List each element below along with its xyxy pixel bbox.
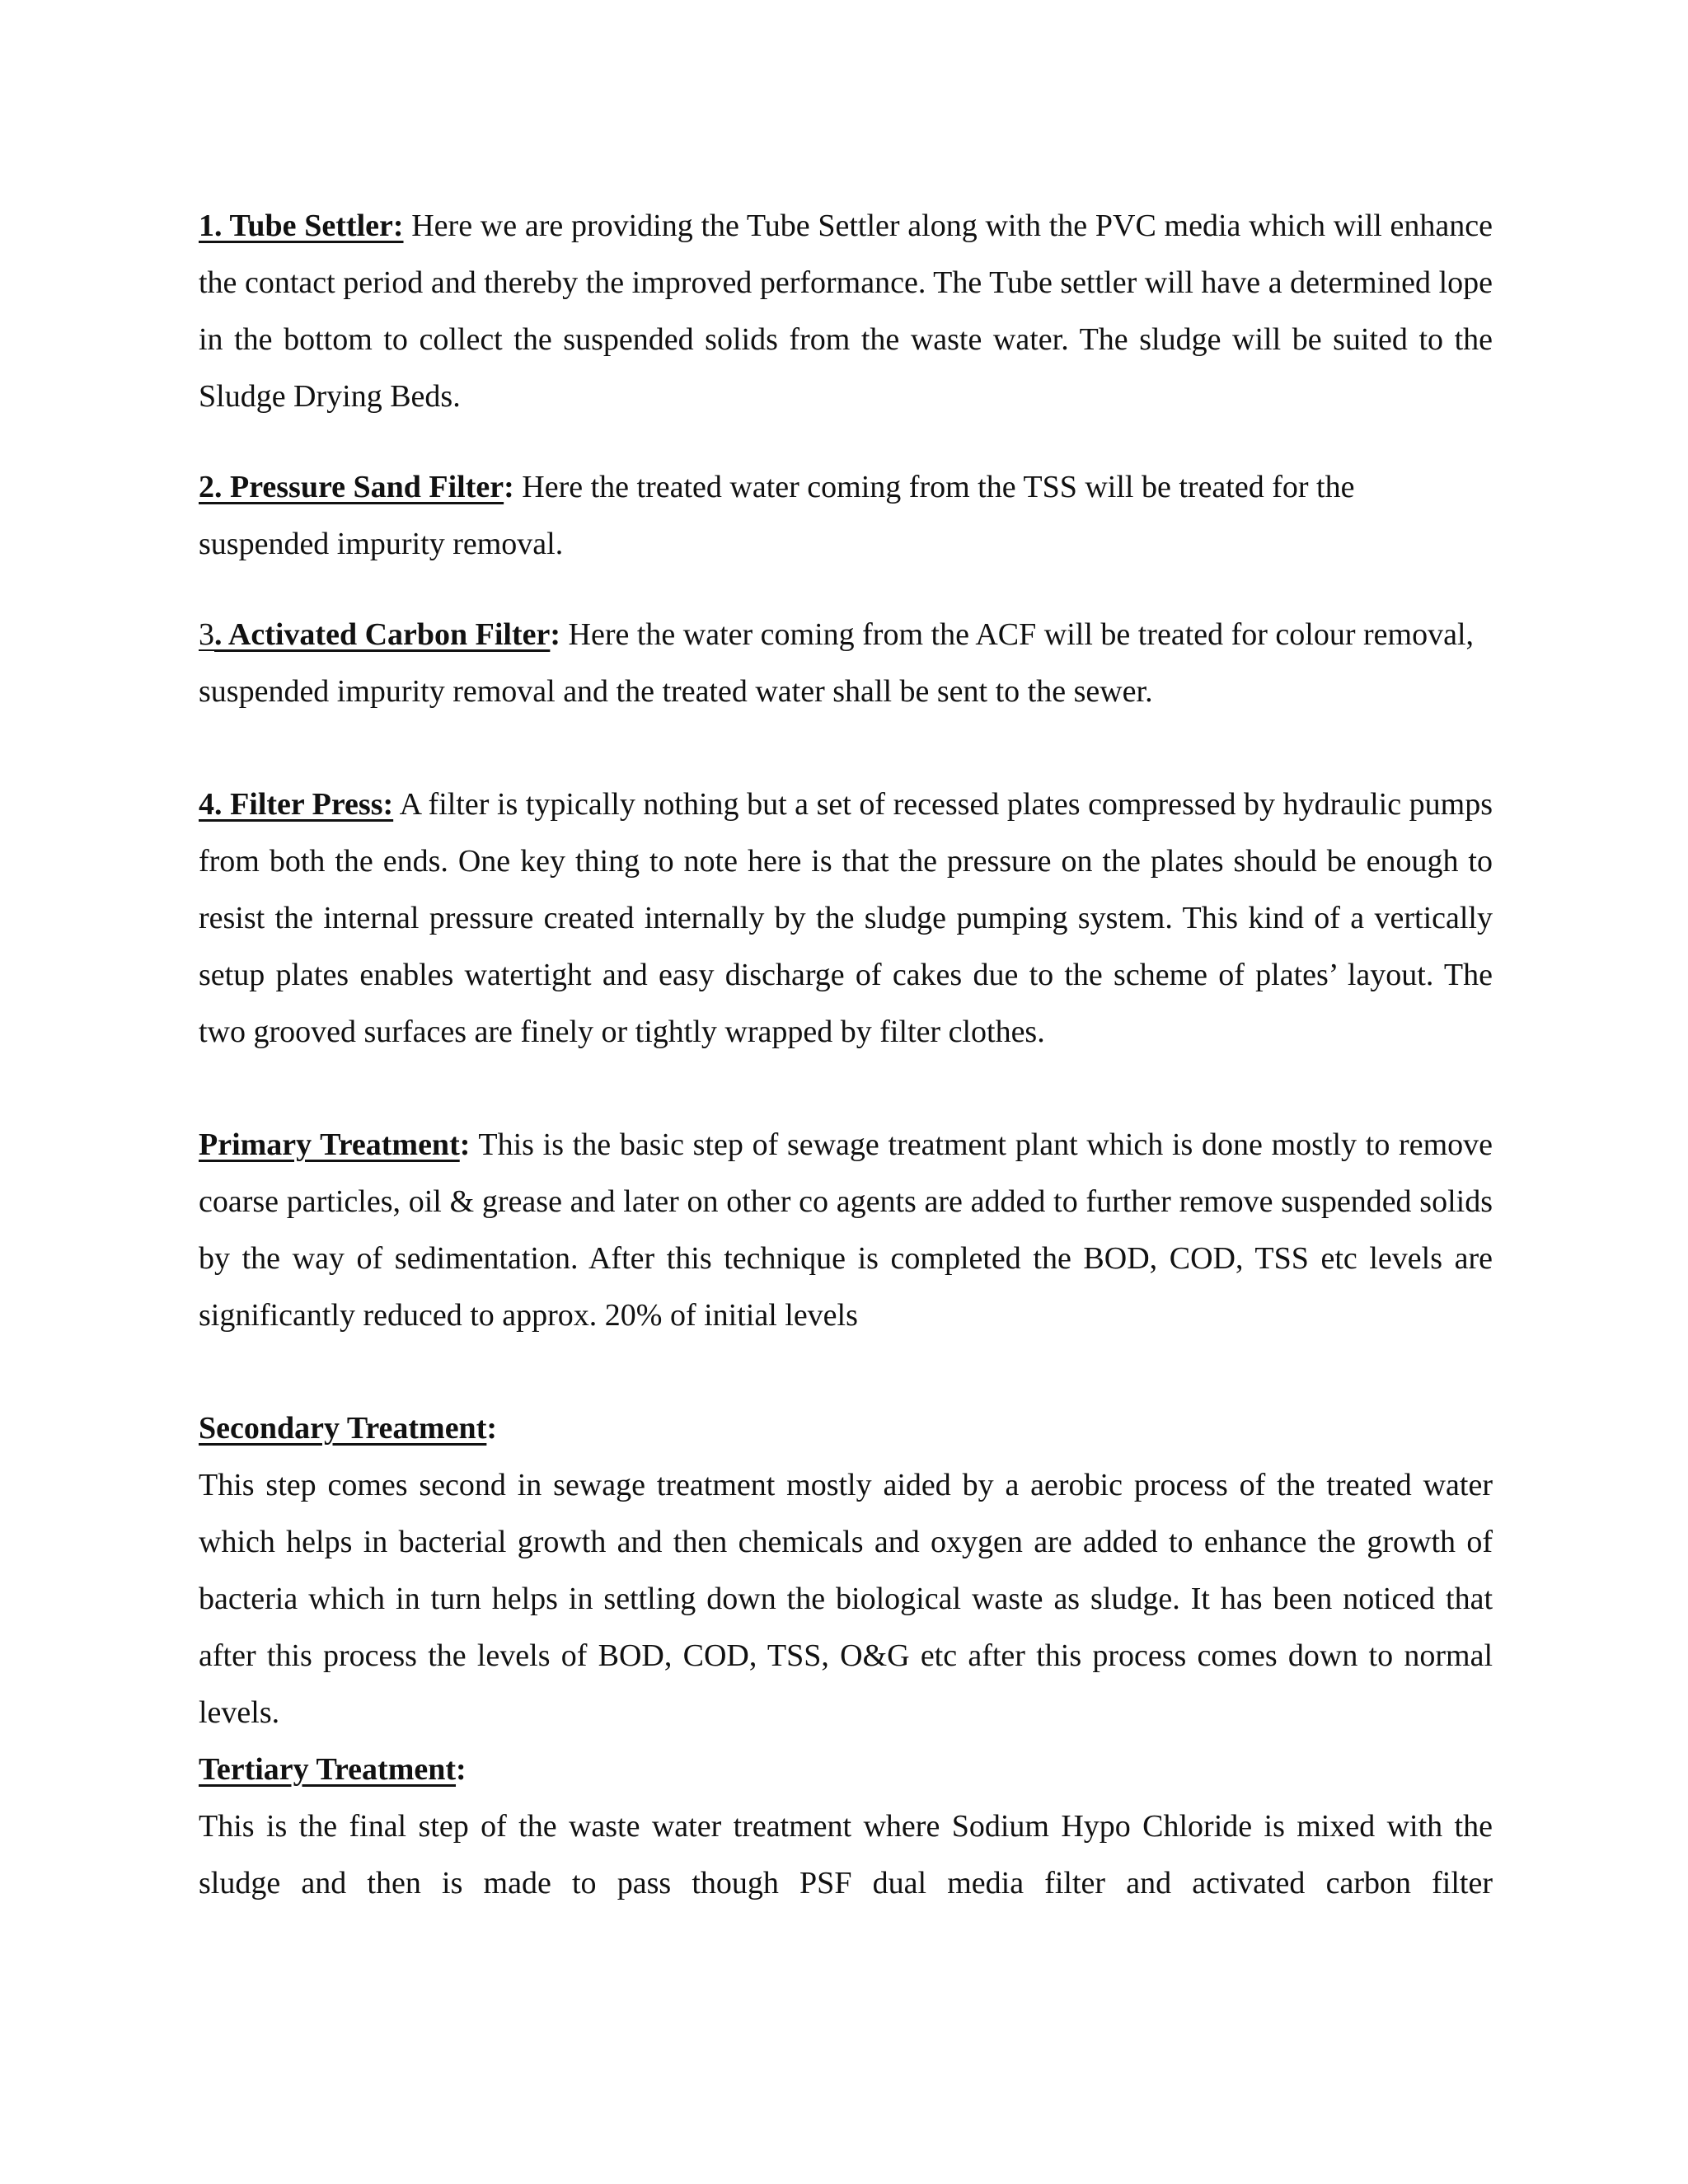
section-activated-carbon-filter (199, 607, 1493, 720)
section-body: This is the final step of the waste water treatment where Sodium Hypo Chloride is mixed with the sludge and then is made to pass though PSF dual media filter and activated carbon filter (199, 1809, 1493, 1900)
section-heading-colon: : (456, 1752, 467, 1787)
section-pressure-sand-filter (199, 459, 1493, 573)
section-heading: . Activated Carbon Filter (214, 617, 551, 652)
section-filter-press (199, 776, 1493, 1061)
section-heading: Tertiary Treatment (199, 1752, 457, 1787)
section-primary-treatment (199, 1117, 1493, 1344)
section-heading-colon: : (550, 617, 561, 652)
section-heading: Primary Treatment (199, 1127, 460, 1162)
section-secondary-treatment (199, 1400, 1493, 1741)
section-heading-colon: : (459, 1127, 471, 1162)
section-tertiary-treatment (199, 1741, 1493, 1912)
section-heading: 4. Filter Press: (199, 787, 394, 822)
section-body: Here the water coming from the ACF will be treated for colour removal, suspended impurity removal and the treated water shall be sent to the sewer. (199, 617, 1475, 709)
section-heading-colon: : (504, 470, 514, 504)
section-heading: 1. Tube Settler: (199, 209, 404, 243)
section-heading: 2. Pressure Sand Filter (199, 470, 504, 504)
section-heading-number: 3 (199, 617, 214, 652)
document-body (199, 198, 1493, 1912)
section-heading-line (199, 1741, 1493, 1798)
section-body: This step comes second in sewage treatment mostly aided by a aerobic process of the treated water which helps in bacterial growth and then chemicals and oxygen are added to enhance the growth of bacteria which in turn helps in settling down the biological waste as sludge. It has been noticed that after this process the levels of BOD, COD, TSS, O&G etc after this process comes down to normal levels. (199, 1468, 1493, 1730)
section-heading-colon: : (486, 1411, 498, 1446)
section-heading-line (199, 1400, 1493, 1457)
section-body: This is the basic step of sewage treatment plant which is done mostly to remove coarse particles, oil & grease and later on other co agents are added to further remove suspended solids by the way of sedimentation. After this technique is completed the BOD, COD, TSS etc levels are significantly reduced to approx. 20% of initial levels (199, 1127, 1493, 1333)
section-body: Here the treated water coming from the TSS will be treated for the suspended impurity removal. (199, 470, 1355, 561)
section-tube-settler (199, 198, 1493, 425)
section-body: A filter is typically nothing but a set of recessed plates compressed by hydraulic pumps from both the ends. One key thing to note here is that the pressure on the plates should be enough to resist the internal pressure created internally by the sludge pumping system. This kind of a vertically setup plates enables watertight and easy discharge of cakes due to the scheme of plates’ layout. The two grooved surfaces are finely or tightly wrapped by filter clothes. (199, 787, 1493, 1049)
section-heading: Secondary Treatment (199, 1411, 487, 1446)
section-body: Here we are providing the Tube Settler along with the PVC media which will enhance the contact period and thereby the improved performance. The Tube settler will have a determined lope in the bottom to collect the suspended solids from the waste water. The sludge will be suited to the Sludge Drying Beds. (199, 209, 1493, 414)
